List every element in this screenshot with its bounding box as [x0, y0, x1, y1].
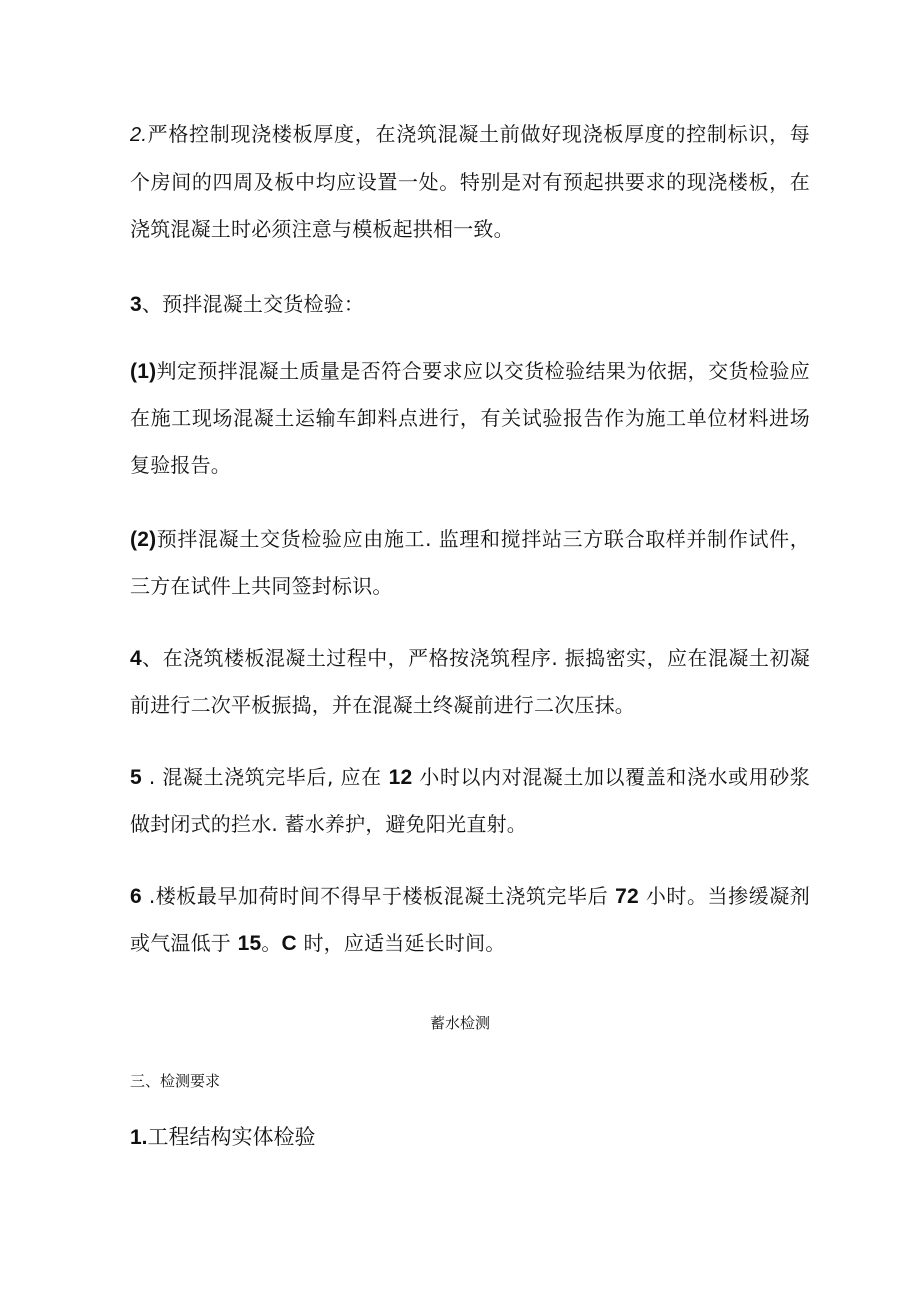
paragraph-5-line-1: 5 . 混凝土浇筑完毕后, 应在 12 小时以内对混凝土加以覆盖和浇水或用砂浆: [130, 765, 810, 789]
paragraph-5: [130, 754, 810, 848]
paragraph-4-line-1: 4、在浇筑楼板混凝土过程中，严格按浇筑程序. 振捣密实，应在混凝土初凝: [130, 646, 810, 670]
sub-heading-number: 1.: [130, 1126, 148, 1149]
center-title: 蓄水检测: [429, 1014, 490, 1032]
paragraph-3-number: 3: [130, 293, 142, 316]
paragraph-5-line-2: 做封闭式的拦水. 蓄水养护，避免阳光直射。: [130, 812, 527, 836]
paragraph-6-temperature: 15: [237, 932, 262, 955]
paragraph-3-1-line-2: 在施工现场混凝土运输车卸料点进行，有关试验报告作为施工单位材料进场: [130, 406, 810, 430]
paragraph-2-number: 2.: [130, 124, 148, 146]
section-heading: 三、检测要求: [130, 1072, 221, 1090]
paragraph-4-line-2: 前进行二次平板振捣，并在混凝土终凝前进行二次压抹。: [130, 693, 635, 717]
paragraph-3-1-line-3: 复验报告。: [130, 453, 231, 477]
paragraph-3-2-line-1: (2)预拌混凝土交货检验应由施工. 监理和搅拌站三方联合取样并制作试件，: [130, 527, 810, 551]
paragraph-6-hours: 72: [615, 885, 639, 908]
paragraph-3-1: [130, 348, 810, 489]
paragraph-3-line-1: 3、预拌混凝土交货检验：: [130, 292, 365, 316]
paragraph-3-2-number: (2): [130, 528, 157, 551]
paragraph-5-number: 5: [130, 766, 142, 789]
paragraph-4-number: 4: [130, 647, 142, 670]
paragraph-3-1-line-1: (1)判定预拌混凝土质量是否符合要求应以交货检验结果为依据，交货检验应: [130, 359, 810, 383]
paragraph-2-line-3: 浇筑混凝土时必须注意与模板起拱相一致。: [130, 217, 514, 241]
paragraph-6-unit: C: [281, 932, 297, 955]
paragraph-5-hours: 12: [388, 766, 413, 789]
paragraph-4: [130, 635, 810, 729]
sub-heading: 1.工程结构实体检验: [130, 1125, 316, 1149]
paragraph-2: [130, 111, 810, 253]
paragraph-6-line-2: 或气温低于 15。C 时，应适当延长时间。: [130, 931, 506, 955]
paragraph-6-line-1: 6 .楼板最早加荷时间不得早于楼板混凝土浇筑完毕后 72 小时。当掺缓凝剂: [130, 884, 810, 908]
paragraph-6-number: 6: [130, 885, 142, 908]
paragraph-3: [130, 281, 810, 328]
paragraph-3-1-number: (1): [130, 360, 157, 383]
paragraph-3-2: [130, 516, 810, 610]
paragraph-2-line-2: 个房间的四周及板中均应设置一处。特别是对有预起拱要求的现浇楼板，在: [130, 170, 810, 194]
paragraph-6: [130, 873, 810, 967]
paragraph-2-line-1: 2.严格控制现浇楼板厚度，在浇筑混凝土前做好现浇板厚度的控制标识，每: [130, 122, 810, 146]
paragraph-3-2-line-2: 三方在试件上共同签封标识。: [130, 574, 393, 598]
